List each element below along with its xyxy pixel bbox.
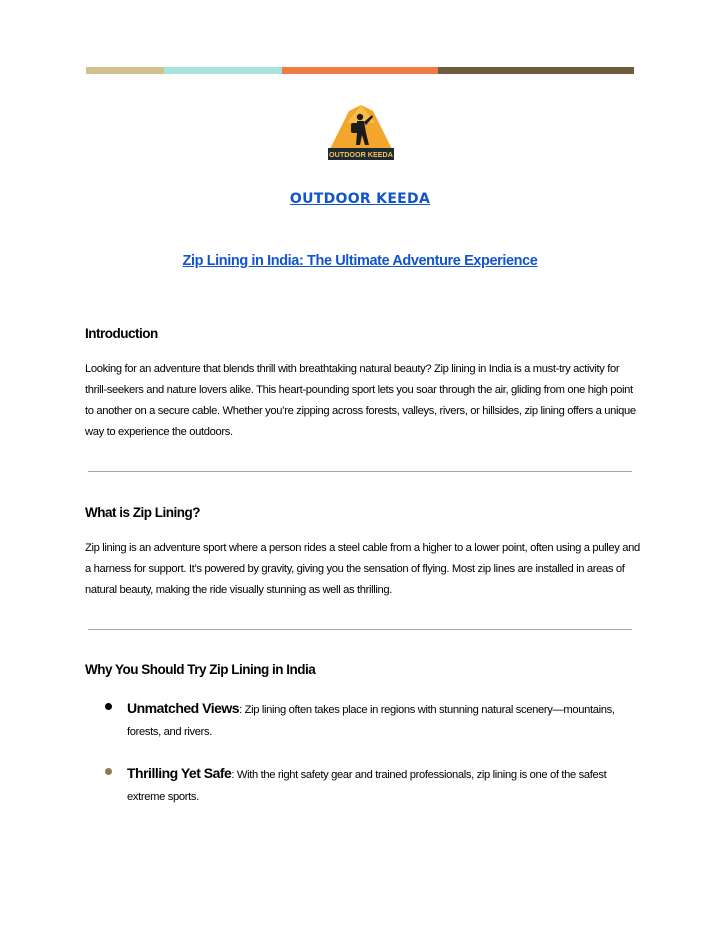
what-is-zip-lining-paragraph: Zip lining is an adventure sport where a person rides a steel cable from a higher to a lower point, often using a pulley and a harness for support. It’s powered by gravity, giving you the sensation of flying. Most zip lines are installed in areas of natural beauty, making the ride visually stunning as well as thrilling. xyxy=(85,542,640,596)
bullet-dot-icon xyxy=(105,768,112,775)
brand-heading[interactable]: OUTDOOR KEEDA xyxy=(289,191,431,207)
section-divider xyxy=(88,629,632,630)
svg-text:OUTDOOR KEEDA: OUTDOOR KEEDA xyxy=(329,150,393,159)
color-segment xyxy=(164,67,282,74)
bullet-body xyxy=(127,762,640,808)
section-heading-why-try: Why You Should Try Zip Lining in India xyxy=(85,662,316,677)
bullet-term: Unmatched Views xyxy=(127,700,240,716)
bullet-separator: : xyxy=(231,769,237,781)
color-segment xyxy=(438,67,634,74)
section-heading-introduction: Introduction xyxy=(85,326,158,341)
section-heading-what-is-zip-lining: What is Zip Lining? xyxy=(85,505,200,520)
outdoor-keeda-logo xyxy=(327,103,395,161)
color-segment xyxy=(86,67,164,74)
bullet-term: Thrilling Yet Safe xyxy=(127,765,232,781)
bullet-body xyxy=(127,697,640,743)
bullet-text: Zip lining often takes place in regions with stunning natural scenery—mountains, forests, and rivers. xyxy=(127,704,615,738)
document-title[interactable]: Zip Lining in India: The Ultimate Adventure Experience xyxy=(182,253,538,269)
bullet-dot-icon xyxy=(105,703,112,710)
color-segment xyxy=(282,67,438,74)
introduction-paragraph: Looking for an adventure that blends thrill with breathtaking natural beauty? Zip lining in India is a must-try activity for thrill-seekers and nature lovers alike. This heart-pounding sport lets you soar through the air, gliding from one high point to another on a secure cable. Whether you’re zipping across forests, valleys, rivers, or hillsides, zip lining offers a unique way to experience the outdoors. xyxy=(85,363,636,438)
header-color-bar xyxy=(86,67,634,74)
section-divider xyxy=(88,471,632,472)
bullet-text: With the right safety gear and trained professionals, zip lining is one of the safest extreme sports. xyxy=(127,769,607,803)
list-item xyxy=(105,762,640,808)
list-item xyxy=(105,697,640,743)
bullet-separator: : xyxy=(239,704,245,716)
